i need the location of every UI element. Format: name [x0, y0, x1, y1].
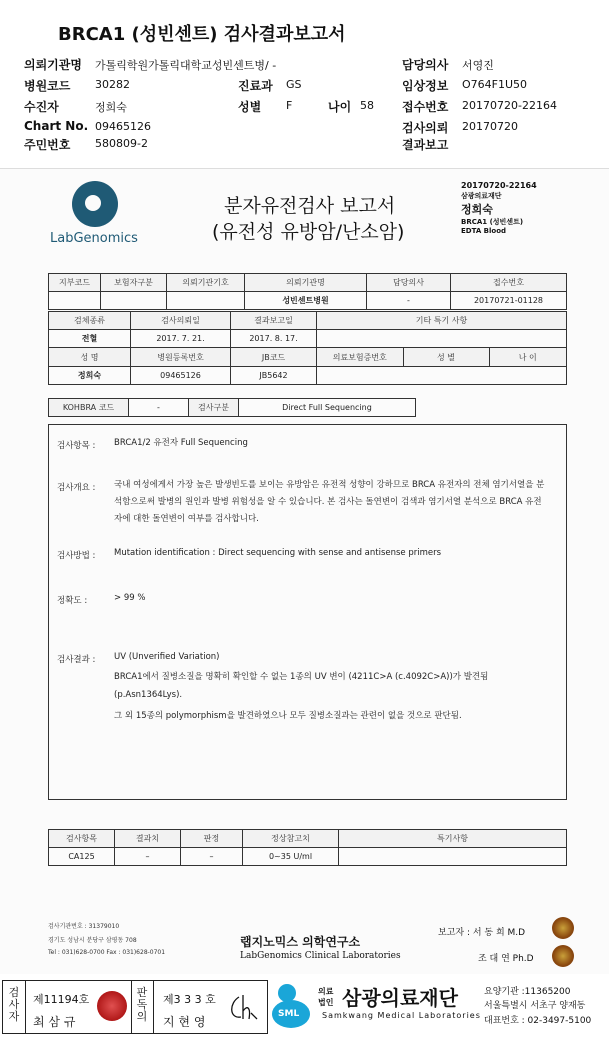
table-row [49, 830, 567, 848]
value-receipt-no: 20170720-22164 [462, 99, 557, 112]
table-cell: 성빈센트병원 [245, 292, 367, 310]
table-header-cell: 검사의뢰일 [131, 312, 231, 330]
signature-icon [225, 993, 259, 1023]
footer-org-ko: 랩지노믹스 의학연구소 [240, 935, 361, 949]
item-label: 검사항목 : [57, 441, 96, 451]
table-header-cell: 판정 [181, 830, 243, 848]
tester-name: 최 삼 규 [33, 1015, 76, 1029]
label-institution: 의뢰기관명 [24, 58, 82, 72]
accuracy-label: 정확도 : [57, 596, 88, 606]
value-request-date: 20170720 [462, 120, 518, 133]
label-age: 나이 [328, 100, 352, 114]
reader-label: 판독의 [136, 986, 148, 1023]
sml-logo-icon [272, 984, 312, 1030]
table-row [49, 848, 567, 866]
org-small-2: 법인 [318, 998, 334, 1007]
org-name: 삼광의료재단 [342, 986, 458, 1010]
report-sheet [0, 168, 609, 974]
table-cell [317, 367, 567, 385]
logo-text: LabGenomics [50, 231, 138, 246]
table-row [49, 292, 567, 310]
reader-name: 지 현 영 [163, 1015, 206, 1029]
value-institution: 가톨릭학원가톨릭대학교성빈센트병/ - [95, 59, 277, 72]
page-title: BRCA1 (성빈센트) 검사결과보고서 [58, 24, 346, 45]
content-box [48, 424, 567, 800]
org-info-1: 요양기관 :11365200 [484, 987, 571, 997]
marker-table [48, 829, 567, 866]
table-header-cell: 의뢰기관명 [245, 274, 367, 292]
table-cell: 2017. 7. 21. [131, 330, 231, 348]
label-doctor: 담당의사 [402, 58, 449, 72]
label-patient: 수진자 [24, 100, 59, 114]
label-sex: 성별 [238, 100, 262, 114]
table-header-cell: 나 이 [489, 348, 566, 366]
org-info-3: 대표번호 : 02-3497-5100 [484, 1016, 592, 1026]
label-hospital-code: 병원코드 [24, 79, 71, 93]
footer-org-en: LabGenomics Clinical Laboratories [240, 951, 401, 961]
patient-info-table [48, 273, 567, 310]
table-row [49, 274, 567, 292]
value-resident-no: 580809-2 [95, 137, 148, 150]
table-header-cell: 성 명 [49, 348, 131, 367]
right-name: 정희숙 [461, 203, 493, 216]
table-cell: 0~35 U/ml [243, 848, 339, 866]
kohbra-value: - [129, 399, 189, 417]
table-cell: JB5642 [231, 367, 317, 385]
table-cell: 2017. 8. 17. [231, 330, 317, 348]
value-patient: 정희숙 [95, 101, 127, 114]
table-cell [101, 292, 167, 310]
tester-license: 제11194호 [33, 993, 90, 1006]
tester-label: 검사자 [8, 986, 20, 1023]
table-header-cell: 담당의사 [367, 274, 451, 292]
overview-value: 국내 여성에게서 가장 높은 발생빈도를 보이는 유방암은 유전적 성향이 강하므로 BRCA 유전자의 전체 염기서열을 분석함으로써 발병의 원인과 발병 위험성을 알 수 있습니다. 본 검사는 돌연변이 검색과 염기서열 분석으로 BRCA 유전자에 대한 돌연변이 여부를 검사합니다. [114, 480, 545, 524]
value-hospital-code: 30282 [95, 78, 130, 91]
table-row [49, 367, 567, 385]
reporter-2: 조 대 연 Ph.D [478, 954, 534, 964]
bottom-bar [0, 978, 609, 1045]
footer-line-1: 검사기관번호 : 31379010 [48, 923, 120, 930]
tester-seal-icon [97, 991, 127, 1021]
seal-stamp-icon [552, 945, 574, 967]
value-chart-no: 09465126 [95, 120, 151, 133]
table-cell: 20170721-01128 [451, 292, 567, 310]
footer-line-2: 경기도 성남시 분당구 삼평동 708 [48, 937, 137, 944]
value-age: 58 [360, 99, 374, 112]
table-header-cell: 기타 특기 사항 [317, 312, 567, 330]
method-value: Mutation identification : Direct sequencing with sense and antisense primers [114, 548, 442, 558]
right-org: 삼광의료재단 [461, 192, 502, 200]
org-info-2: 서울특별시 서초구 양재동 [484, 1001, 586, 1011]
seal-stamp-icon [552, 917, 574, 939]
item-value: BRCA1/2 유전자 Full Sequencing [114, 438, 248, 448]
test-type-label: 검사구분 [189, 399, 239, 417]
org-name-en: Samkwang Medical Laboratories [322, 1011, 481, 1020]
table-row [49, 312, 567, 330]
kohbra-label: KOHBRA 코드 [49, 399, 129, 417]
table-cell: 09465126 [131, 367, 231, 385]
table-cell [49, 292, 101, 310]
table-header-cell: 결과보고일 [231, 312, 317, 330]
table-header-cell: 정상참고치 [243, 830, 339, 848]
table-row [49, 348, 567, 367]
table-header-cell: 지부코드 [49, 274, 101, 292]
table-cell [339, 848, 567, 866]
method-label: 검사방법 : [57, 551, 96, 561]
table-header-cell: JB코드 [231, 348, 317, 367]
value-clinical-info: O764F1U50 [462, 78, 528, 91]
table-header-cell: 결과치 [115, 830, 181, 848]
table-cell: - [367, 292, 451, 310]
table-header-cell: 보험자구분 [101, 274, 167, 292]
accuracy-value: > 99 % [114, 593, 146, 603]
table-row [49, 330, 567, 348]
table-header-cell: 성 별 [403, 348, 489, 366]
table-header-cell: 접수번호 [451, 274, 567, 292]
table-header-cell: 특기사항 [339, 830, 567, 848]
table-header-cell: 병원등록번호 [131, 348, 231, 367]
right-specimen: EDTA Blood [461, 227, 507, 235]
table-cell: – [181, 848, 243, 866]
labgenomics-logo-icon [72, 181, 118, 227]
org-small-1: 의료 [318, 987, 334, 996]
value-sex: F [286, 99, 293, 112]
label-resident-no: 주민번호 [24, 138, 71, 152]
overview-label: 검사개요 : [57, 483, 96, 493]
test-type-value: Direct Full Sequencing [239, 399, 416, 417]
table-row [49, 399, 416, 417]
table-cell: 정희숙 [49, 367, 131, 385]
kohbra-table [48, 398, 416, 417]
label-chart-no: Chart No. [24, 119, 89, 133]
table-header-cell: 검체종류 [49, 312, 131, 330]
table-cell [317, 330, 567, 348]
value-doctor: 서영진 [462, 59, 494, 72]
sml-text: SML [278, 1009, 300, 1019]
label-clinical-info: 임상정보 [402, 79, 449, 93]
result-line-1: BRCA1에서 질병소질을 명확히 확인할 수 없는 1종의 UV 변이 (4211C>A (c.4092C>A))가 발견됨 [114, 672, 489, 682]
table-header-cell: 의료보험증번호 [317, 348, 403, 366]
signature-box [2, 980, 268, 1034]
specimen-table [48, 311, 567, 385]
right-test: BRCA1 (성빈센트) [461, 218, 524, 226]
result-line-2: (p.Asn1364Lys). [114, 690, 183, 700]
footer-line-3: Tel : 031)628-0700 Fax : 031)628-0701 [48, 949, 166, 956]
table-header-cell: 의뢰기관기호 [167, 274, 245, 292]
label-request-date: 검사의뢰 [402, 121, 449, 135]
label-department: 진료과 [238, 79, 273, 93]
report-subtitle: (유전성 유방암/난소암) [212, 221, 405, 243]
report-title: 분자유전검사 보고서 [224, 195, 396, 217]
right-id: 20170720-22164 [461, 181, 537, 190]
value-department: GS [286, 78, 302, 91]
result-label: 검사결과 : [57, 655, 96, 665]
label-result-report: 결과보고 [402, 138, 449, 152]
result-line-3: 그 외 15종의 polymorphism을 발견하였으나 모두 질병소질과는 관련이 없을 것으로 판단됨. [114, 711, 462, 721]
label-receipt-no: 접수번호 [402, 100, 449, 114]
result-value: UV (Unverified Variation) [114, 652, 220, 662]
table-cell: – [115, 848, 181, 866]
table-header-cell: 검사항목 [49, 830, 115, 848]
table-cell [167, 292, 245, 310]
table-cell: 전혈 [49, 330, 131, 348]
reader-license: 제3 3 3 호 [163, 993, 216, 1006]
table-cell: CA125 [49, 848, 115, 866]
reporter: 보고자 : 서 동 희 M.D [438, 928, 526, 938]
